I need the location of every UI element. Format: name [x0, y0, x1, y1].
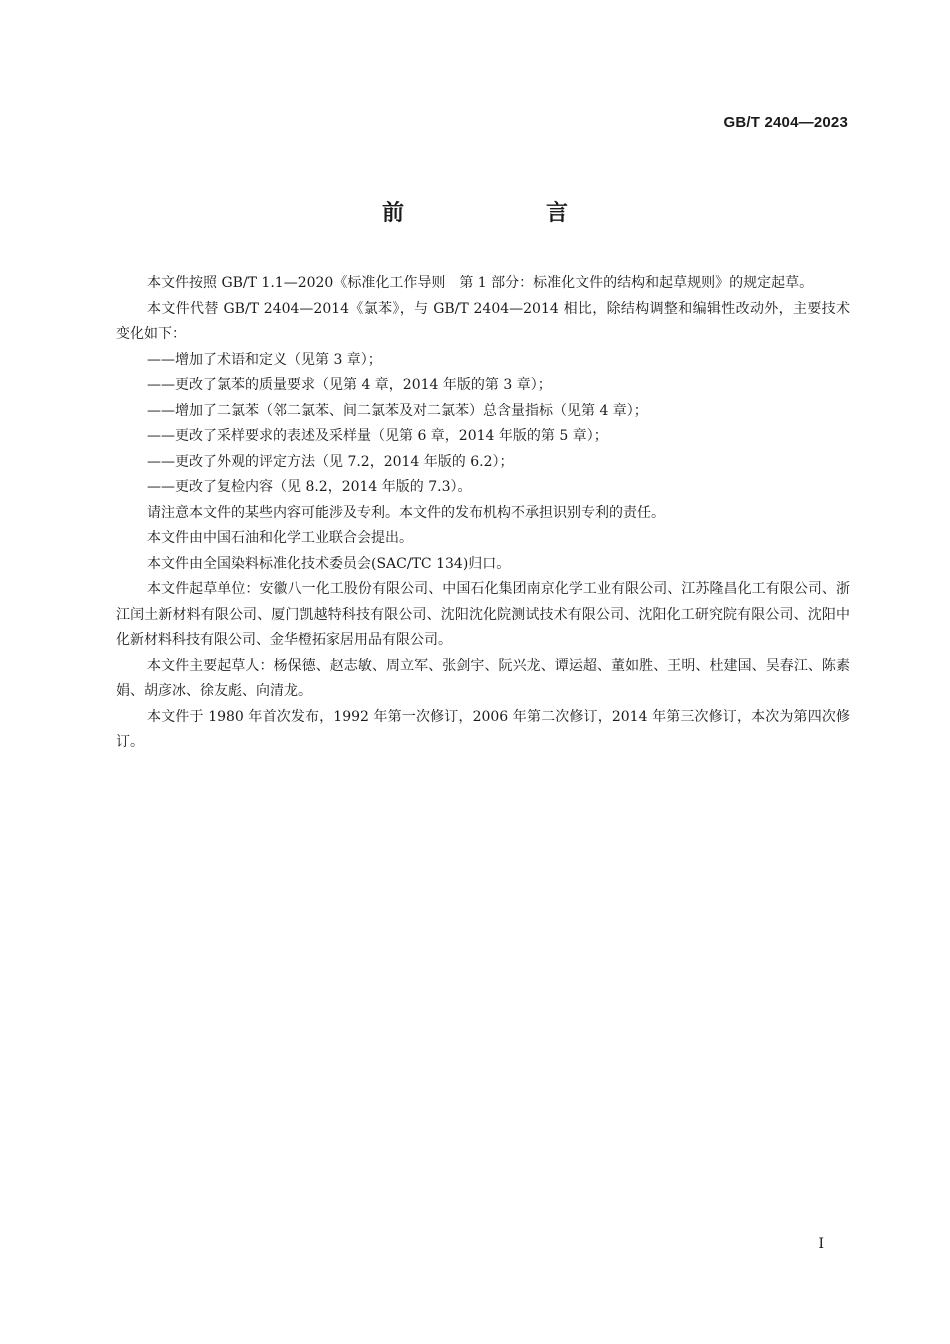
change-item-recheck: ——更改了复检内容（见 8.2，2014 年版的 7.3）。 — [147, 479, 472, 495]
change-item-appearance: ——更改了外观的评定方法（见 7.2，2014 年版的 6.2）； — [147, 453, 514, 470]
paragraph-replacement: 本文件代替 GB/T 2404—2014《氯苯》，与 GB/T 2404—2014 相比，除结构调整和编辑性改动外，主要技术变化如下： — [116, 300, 850, 342]
standard-number: GB/T 2404—2023 — [723, 114, 848, 131]
paragraph-committee: 本文件由全国染料标准化技术委员会(SAC/TC 134)归口。 — [147, 555, 511, 572]
change-item-dichlorobenzene: ——增加了二氯苯（邻二氯苯、间二氯苯及对二氯苯）总含量指标（见第 4 章）； — [147, 402, 648, 419]
paragraph-history: 本文件于 1980 年首次发布，1992 年第一次修订，2006 年第二次修订，2014 年第三次修订，本次为第四次修订。 — [116, 708, 850, 750]
foreword-body — [116, 271, 850, 756]
page-title: 前 言 — [381, 201, 628, 226]
change-item-terms: ——增加了术语和定义（见第 3 章）； — [147, 351, 382, 368]
paragraph-proposer: 本文件由中国石油和化学工业联合会提出。 — [147, 530, 413, 546]
change-item-sampling: ——更改了采样要求的表述及采样量（见第 6 章，2014 年版的第 5 章）； — [147, 428, 608, 444]
paragraph-drafters: 本文件主要起草人：杨保德、赵志敏、周立军、张剑宇、阮兴龙、谭运超、董如胜、王明、杜建国、吴春江、陈素娟、胡彦冰、徐友彪、向清龙。 — [116, 657, 850, 699]
paragraph-drafting-rules: 本文件按照 GB/T 1.1—2020《标准化工作导则 第 1 部分：标准化文件的结构和起草规则》的规定起草。 — [147, 275, 814, 291]
paragraph-patent-notice: 请注意本文件的某些内容可能涉及专利。本文件的发布机构不承担识别专利的责任。 — [147, 504, 665, 521]
paragraph-drafting-units: 本文件起草单位：安徽八一化工股份有限公司、中国石化集团南京化学工业有限公司、江苏隆昌化工有限公司、浙江闰土新材料有限公司、厦门凯越特科技有限公司、沈阳沈化院测试技术有限公司、沈阳化工研究院有限公司、沈阳中化新材料科技有限公司、金华橙拓家居用品有限公司。 — [116, 581, 850, 648]
page-number: I — [818, 1236, 824, 1252]
change-item-quality: ——更改了氯苯的质量要求（见第 4 章，2014 年版的第 3 章）； — [147, 377, 552, 393]
